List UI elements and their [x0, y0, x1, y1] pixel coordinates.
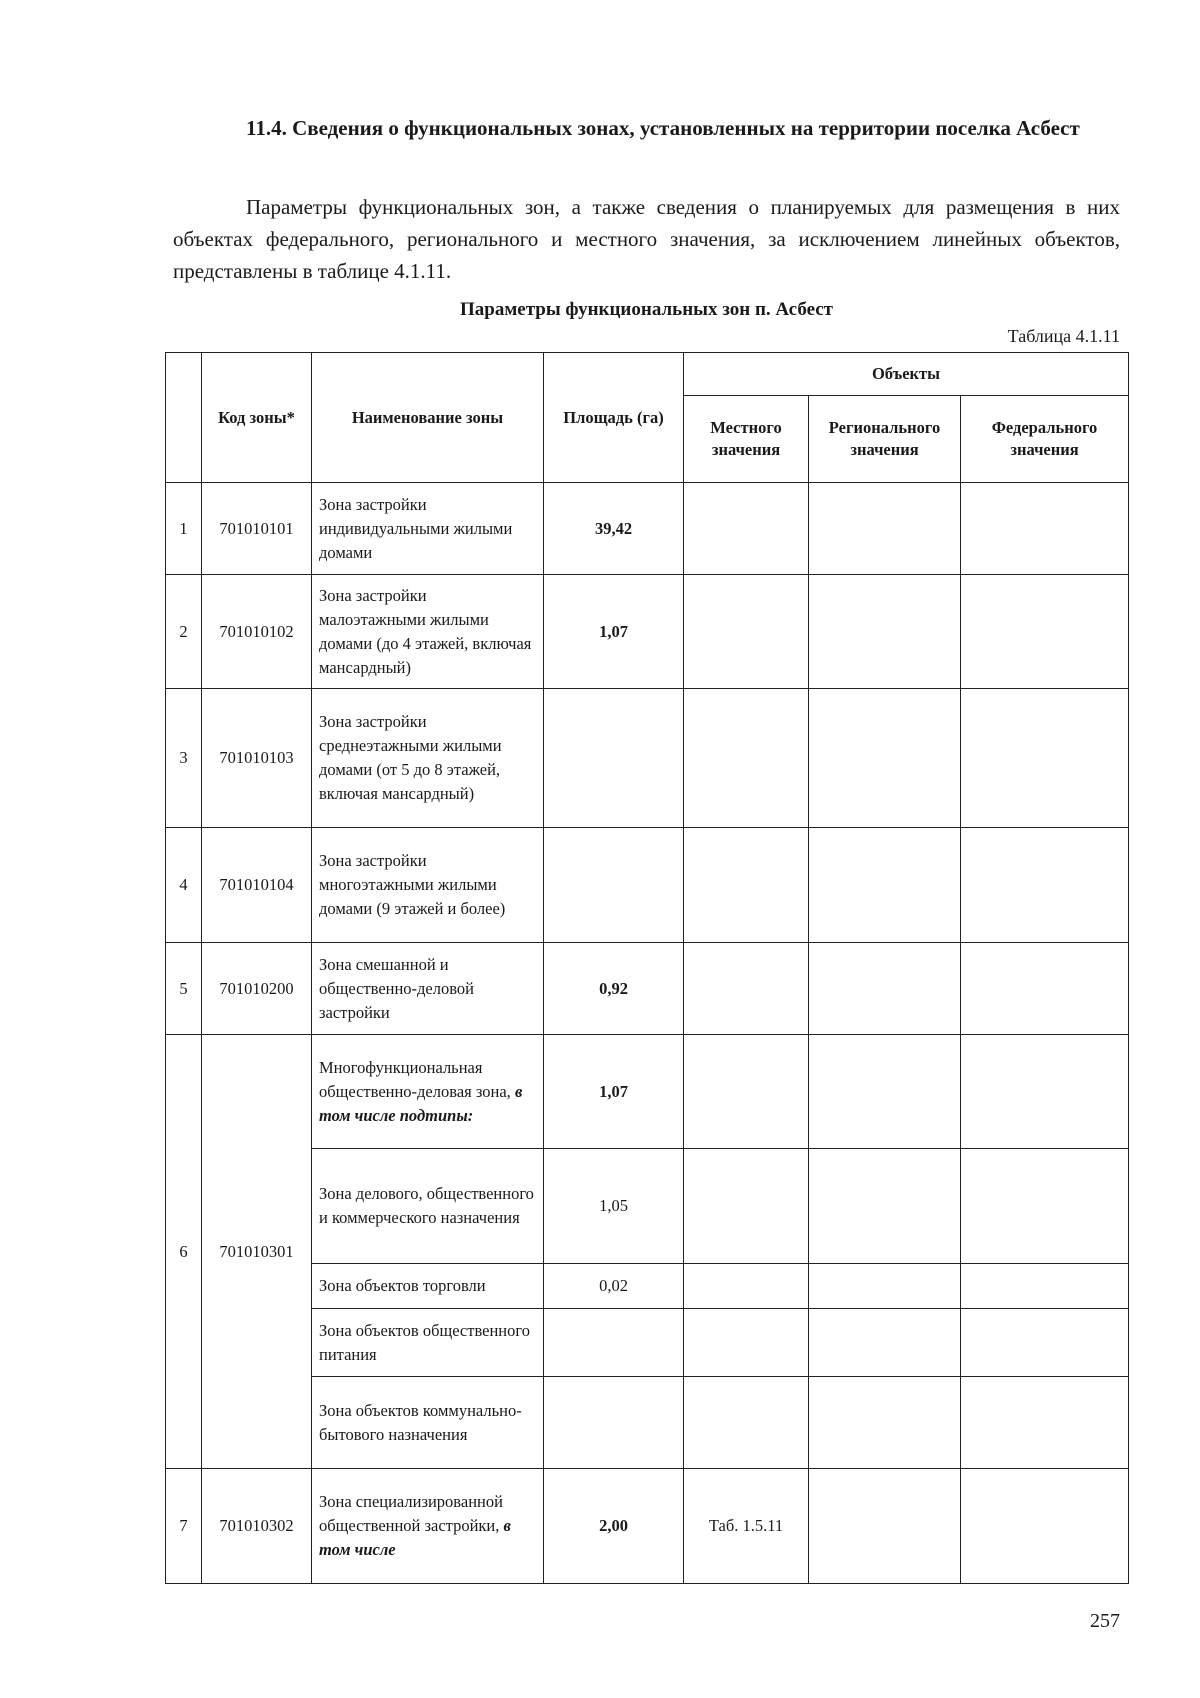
- objects-regional: [809, 828, 961, 943]
- objects-federal: [961, 1264, 1129, 1309]
- row-number: 1: [166, 483, 202, 575]
- zone-name: Зона делового, общественного и коммерческого назначения: [312, 1149, 544, 1264]
- zone-name: Зона объектов коммунально-бытового назначения: [312, 1377, 544, 1469]
- header-local: Местного значения: [684, 396, 809, 483]
- zone-name: Зона застройки среднеэтажными жилыми домами (от 5 до 8 этажей, включая мансардный): [312, 689, 544, 828]
- zone-area: 39,42: [544, 483, 684, 575]
- objects-regional: [809, 575, 961, 689]
- zone-name: Зона объектов торговли: [312, 1264, 544, 1309]
- header-regional: Регионального значения: [809, 396, 961, 483]
- table-row: [166, 828, 1129, 943]
- section-heading: 11.4. Сведения о функциональных зонах, установленных на территории поселка Асбест: [246, 116, 1080, 140]
- objects-federal: [961, 1149, 1129, 1264]
- zone-name-emphasis: в том числе: [319, 1516, 511, 1559]
- zone-code: 701010302: [202, 1469, 312, 1584]
- zones-table: [165, 352, 1129, 1584]
- objects-regional: [809, 943, 961, 1035]
- objects-local: [684, 575, 809, 689]
- table-header-row: [166, 353, 1129, 396]
- header-number: [166, 353, 202, 483]
- row-number: 5: [166, 943, 202, 1035]
- header-federal: Федерального значения: [961, 396, 1129, 483]
- row-number: 4: [166, 828, 202, 943]
- objects-federal: [961, 1309, 1129, 1377]
- table-row: [166, 943, 1129, 1035]
- objects-federal: [961, 943, 1129, 1035]
- objects-regional: [809, 1149, 961, 1264]
- objects-federal: [961, 483, 1129, 575]
- objects-local: [684, 828, 809, 943]
- table-row: [166, 689, 1129, 828]
- zone-area: [544, 1377, 684, 1469]
- table-row: [166, 483, 1129, 575]
- objects-regional: [809, 1377, 961, 1469]
- table-number: Таблица 4.1.11: [1007, 326, 1120, 346]
- zone-code: 701010102: [202, 575, 312, 689]
- objects-federal: [961, 1377, 1129, 1469]
- zone-name: Зона застройки малоэтажными жилыми домами (до 4 этажей, включая мансардный): [312, 575, 544, 689]
- zone-code: 701010200: [202, 943, 312, 1035]
- objects-federal: [961, 828, 1129, 943]
- objects-regional: [809, 689, 961, 828]
- zone-area: 2,00: [544, 1469, 684, 1584]
- zone-name-text: Зона специализированной общественной застройки,: [319, 1492, 503, 1535]
- zone-name: Зона смешанной и общественно-деловой застройки: [312, 943, 544, 1035]
- zone-name: Зона застройки индивидуальными жилыми домами: [312, 483, 544, 575]
- zone-area: [544, 689, 684, 828]
- zone-area: 1,07: [544, 1035, 684, 1149]
- zone-area: 0,02: [544, 1264, 684, 1309]
- objects-local: [684, 689, 809, 828]
- row-number: 7: [166, 1469, 202, 1584]
- row-number: 3: [166, 689, 202, 828]
- table-title: Параметры функциональных зон п. Асбест: [459, 299, 833, 320]
- zone-name-emphasis: в том числе подтипы:: [319, 1081, 523, 1125]
- zone-code: 701010104: [202, 828, 312, 943]
- zone-name: [312, 1469, 544, 1584]
- objects-local: Таб. 1.5.11: [684, 1469, 809, 1584]
- objects-local: [684, 1035, 809, 1149]
- objects-local: [684, 1377, 809, 1469]
- zone-code: 701010103: [202, 689, 312, 828]
- header-area: Площадь (га): [544, 353, 684, 483]
- zone-name: [312, 1035, 544, 1149]
- objects-federal: [961, 575, 1129, 689]
- row-number: 6: [166, 1035, 202, 1469]
- objects-local: [684, 1149, 809, 1264]
- zone-name: Зона застройки многоэтажными жилыми домами (9 этажей и более): [312, 828, 544, 943]
- zone-area: [544, 1309, 684, 1377]
- objects-regional: [809, 483, 961, 575]
- header-code: Код зоны*: [202, 353, 312, 483]
- objects-regional: [809, 1309, 961, 1377]
- zone-name-text: Многофункциональная общественно-деловая зона,: [319, 1057, 511, 1101]
- objects-federal: [961, 689, 1129, 828]
- header-name: Наименование зоны: [312, 353, 544, 483]
- header-objects: Объекты: [684, 353, 1129, 396]
- table-row: [166, 1035, 1129, 1149]
- objects-regional: [809, 1264, 961, 1309]
- row-number: 2: [166, 575, 202, 689]
- table-row: [166, 1469, 1129, 1584]
- zone-code: 701010301: [202, 1035, 312, 1469]
- objects-federal: [961, 1469, 1129, 1584]
- objects-local: [684, 943, 809, 1035]
- objects-regional: [809, 1035, 961, 1149]
- zone-area: 0,92: [544, 943, 684, 1035]
- zone-area: 1,07: [544, 575, 684, 689]
- objects-regional: [809, 1469, 961, 1584]
- intro-paragraph: Параметры функциональных зон, а также сведения о планируемых для размещения в них объектах федерального, регионального и местного значения, за исключением линейных объектов, представлены в таблице 4.1.11.: [173, 195, 1120, 283]
- zone-name: Зона объектов общественного питания: [312, 1309, 544, 1377]
- zone-code: 701010101: [202, 483, 312, 575]
- objects-local: [684, 1264, 809, 1309]
- zone-area: [544, 828, 684, 943]
- objects-local: [684, 483, 809, 575]
- objects-federal: [961, 1035, 1129, 1149]
- table-row: [166, 575, 1129, 689]
- objects-local: [684, 1309, 809, 1377]
- zone-area: 1,05: [544, 1149, 684, 1264]
- page-number: 257: [1090, 1610, 1120, 1632]
